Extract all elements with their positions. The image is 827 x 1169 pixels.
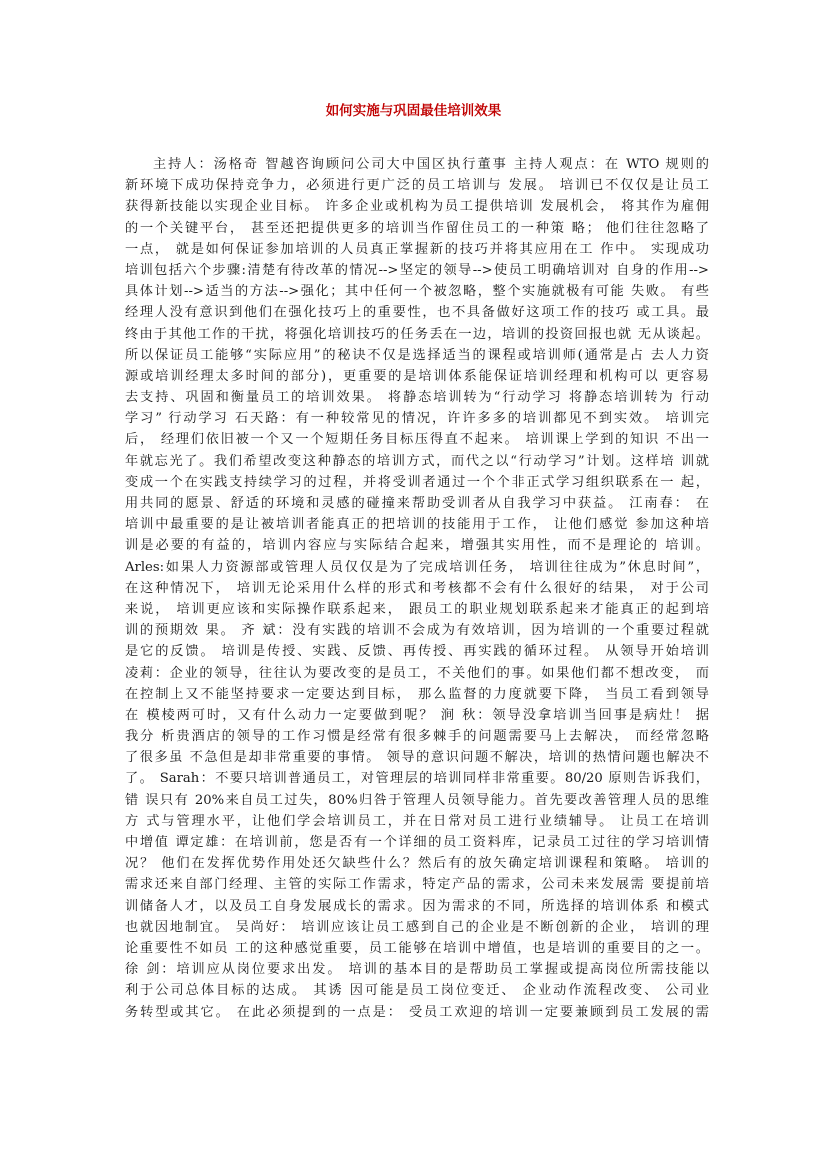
body-line: 所以保证员工能够“实际应用”的秘诀不仅是选择适当的课程或培训师(通常是占 去人力资 xyxy=(125,347,709,363)
body-line: 培训包括六个步骤:清楚有待改革的情况-->坚定的领导-->使员工明确培训对 自身的作用--> xyxy=(125,262,709,278)
body-line: 徐 剑：培训应从岗位要求出发。 培训的基本目的是帮助员工掌握或提高岗位所需技能以 xyxy=(125,962,709,978)
body-line: 去支持、巩固和衡量员工的培训效果。 将静态培训转为“行动学习 将静态培训转为 行动 xyxy=(125,390,709,406)
body-line: 经理人没有意识到他们在强化技巧上的重要性，也不具备做好这项工作的技巧 或工具。最 xyxy=(125,305,709,321)
body-line: Arles:如果人力资源部或管理人员仅仅是为了完成培训任务， 培训往往成为”休息时间”， xyxy=(125,559,709,575)
body-line: 凌莉：企业的领导，往往认为要改变的是员工，不关他们的事。如果他们都不想改变， 而 xyxy=(125,665,709,681)
document-title: 如何实施与巩固最佳培训效果 xyxy=(325,103,502,119)
body-line: 在控制上又不能坚持要求一定要达到目标， 那么监督的力度就要下降， 当员工看到领导 xyxy=(125,686,709,702)
body-line: 我分 析贵酒店的领导的工作习惯是经常有很多棘手的问题需要马上去解决， 而经常忽略 xyxy=(125,729,709,745)
body-line: 一点， 就是如何保证参加培训的人员真正掌握新的技巧并将其应用在工 作中。 实现成功 xyxy=(125,241,709,257)
body-line: 训储备人才，以及员工自身发展成长的需求。因为需求的不同，所选择的培训体系 和模式 xyxy=(125,898,709,914)
body-line: 错 误只有 20%来自员工过失，80%归咎于管理人员领导能力。首先要改善管理人员的思维 xyxy=(125,792,709,808)
body-line: 也就因地制宜。 吴尚好： 培训应该让员工感到自己的企业是不断创新的企业， 培训的理 xyxy=(125,919,709,935)
body-line: 学习” 行动学习 石天路：有一种较常见的情况，许许多多的培训都见不到实效。 培训完 xyxy=(125,411,709,427)
body-line: 终由于其他工作的干扰，将强化培训技巧的任务丢在一边，培训的投资回报也就 无从谈起。 xyxy=(125,326,709,342)
body-line: 后， 经理们依旧被一个又一个短期任务目标压得直不起来。 培训课上学到的知识 不出一 xyxy=(125,432,709,448)
body-line: 是它的反馈。 培训是传授、实践、反馈、再传授、再实践的循环过程。 从领导开始培训 xyxy=(125,644,709,660)
body-line: 了。 Sarah：不要只培训普通员工，对管理层的培训同样非常重要。80/20 原则告诉我们， xyxy=(125,771,709,787)
body-line: 新环境下成功保持竞争力，必须进行更广泛的员工培训与 发展。 培训已不仅仅是让员工 xyxy=(125,178,709,194)
body-line: 了很多虽 不急但是却非常重要的事情。 领导的意识问题不解决，培训的热情问题也解决不 xyxy=(125,750,709,766)
body-line: 培训中最重要的是让被培训者能真正的把培训的技能用于工作， 让他们感觉 参加这种培 xyxy=(125,517,709,533)
body-line: 需求还来自部门经理、主管的实际工作需求，特定产品的需求，公司未来发展需 要提前培 xyxy=(125,877,709,893)
body-line: 训是必要的有益的，培训内容应与实际结合起来，增强其实用性，而不是理论的 培训。 xyxy=(125,538,709,554)
body-line: 用共同的愿景、舒适的环境和灵感的碰撞来帮助受训者从自我学习中获益。 江南春： 在 xyxy=(125,496,709,511)
body-line: 来说， 培训更应该和实际操作联系起来， 跟员工的职业规划联系起来才能真正的起到培 xyxy=(125,601,709,617)
body-line: 务转型或其它。 在此必须提到的一点是： 受员工欢迎的培训一定要兼顾到员工发展的需 xyxy=(125,1004,709,1020)
body-line: 主持人：汤格奇 智越咨询顾问公司大中国区执行董事 主持人观点：在 WTO 规则的 xyxy=(153,157,709,172)
body-line: 年就忘光了。我们希望改变这种静态的培训方式，而代之以“行动学习”计划。这样培 训就 xyxy=(125,453,709,469)
body-line: 方 式与管理水平，让他们学会培训员工，并在日常对员工进行业绩辅导。 让员工在培训 xyxy=(125,813,709,829)
body-line: 的一个关键平台， 甚至还把提供更多的培训当作留住员工的一种策 略； 他们往往忽略了 xyxy=(125,220,709,236)
body-line: 源或培训经理太多时间的部分)，更重要的是培训体系能保证培训经理和机构可以 更容易 xyxy=(125,368,709,384)
body-line: 在 模棱两可时，又有什么动力一定要做到呢？ 涧 秋：领导没拿培训当回事是病灶！ 据 xyxy=(125,707,709,723)
body-line: 训的预期效 果。 齐 斌：没有实践的培训不会成为有效培训，因为培训的一个重要过程就 xyxy=(125,623,709,639)
body-line: 在这种情况下， 培训无论采用什么样的形式和考核都不会有什么很好的结果， 对于公司 xyxy=(125,580,709,596)
body-line: 利于公司总体目标的达成。 其诱 因可能是员工岗位变迁、 企业动作流程改变、 公司业 xyxy=(125,983,709,999)
document-body xyxy=(125,154,709,1023)
body-line: 获得新技能以实现企业目标。 许多企业或机构为员工提供培训 发展机会， 将其作为雇佣 xyxy=(125,199,709,215)
body-line: 具体计划-->适当的方法-->强化；其中任何一个被忽略，整个实施就极有可能 失败。 有些 xyxy=(125,284,709,300)
body-line: 变成一个在实践支持续学习的过程，并将受训者通过一个个非正式学习组织联系在一 起， xyxy=(125,474,709,490)
body-line: 中增值 谭定雄：在培训前，您是否有一个详细的员工资料库，记录员工过往的学习培训情 xyxy=(125,835,709,850)
body-line: 况？ 他们在发挥优势作用处还欠缺些什么？然后有的放矢确定培训课程和策略。 培训的 xyxy=(125,856,709,872)
body-line: 论重要性不如员 工的这种感觉重要，员工能够在培训中增值，也是培训的重要目的之一。 xyxy=(125,940,709,956)
